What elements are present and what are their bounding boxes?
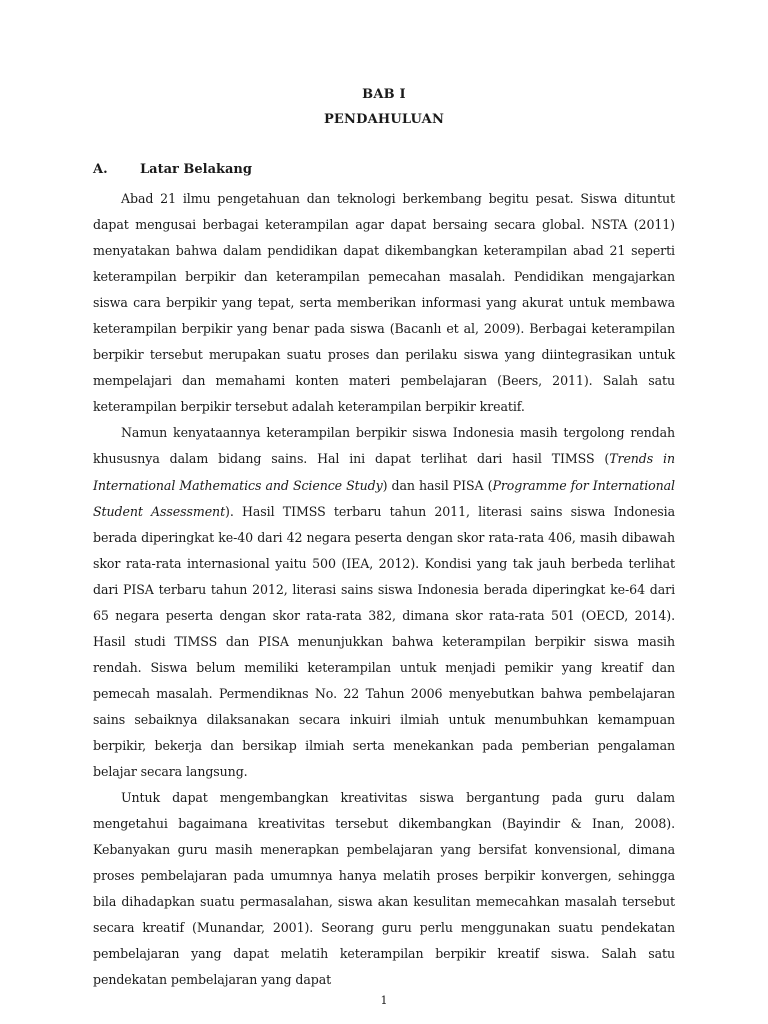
paragraph (93, 420, 675, 785)
section-heading (93, 162, 252, 177)
text-run: Untuk dapat mengembangkan kreativitas siswa bergantung pada guru dalam mengetahui bagaimana kreativitas tersebut dikembangkan (Bayindir & Inan, 2008). Kebanyakan guru masih menerapkan pembelajaran yang bersifat konvensional, dimana proses pembelajaran pada umumnya hanya melatih proses berpikir konvergen, sehingga bila dihadapkan suatu permasalahan, siswa akan kesulitan memecahkan masalah tersebut secara kreatif (Munandar, 2001). Seorang guru perlu menggunakan suatu pendekatan pembelajaran yang dapat melatih keterampilan berpikir kreatif siswa. Salah satu pendekatan pembelajaran yang dapat (93, 790, 675, 988)
text-run: Namun kenyataannya keterampilan berpikir siswa Indonesia masih tergolong rendah khususnya dalam bidang sains. Hal ini dapat terlihat dari hasil TIMSS ( (93, 425, 675, 467)
paragraph (93, 186, 675, 420)
text-run: ). Hasil TIMSS terbaru tahun 2011, literasi sains siswa Indonesia berada diperingkat ke-40 dari 42 negara peserta dengan skor rata-rata 406, masih dibawah skor rata-rata internasional yaitu 500 (IEA, 2012). Kondisi yang tak jauh berbeda terlihat dari PISA terbaru tahun 2012, literasi sains siswa Indonesia berada diperingkat ke-64 dari 65 negara peserta dengan skor rata-rata 382, dimana skor rata-rata 501 (OECD, 2014). Hasil studi TIMSS dan PISA menunjukkan bahwa keterampilan berpikir siswa masih rendah. Siswa belum memiliki keterampilan untuk menjadi pemikir yang kreatif dan pemecah masalah. Permendiknas No. 22 Tahun 2006 menyebutkan bahwa pembelajaran sains sebaiknya dilaksanakan secara inkuiri ilmiah untuk menumbuhkan kemampuan berpikir, bekerja dan bersikap ilmiah serta menekankan pada pemberian pengalaman belajar secara langsung. (93, 503, 675, 780)
paragraph (93, 785, 675, 993)
text-run: Abad 21 ilmu pengetahuan dan teknologi berkembang begitu pesat. Siswa dituntut dapat mengusai berbagai keterampilan agar dapat bersaing secara global. NSTA (2011) menyatakan bahwa dalam pendidikan dapat dikembangkan keterampilan abad 21 seperti keterampilan berpikir dan keterampilan pemecahan masalah. Pendidikan mengajarkan siswa cara berpikir yang tepat, serta memberikan informasi yang akurat untuk membawa keterampilan berpikir yang benar pada siswa (Bacanlı et al, 2009). Berbagai keterampilan berpikir tersebut merupakan suatu proses dan perilaku siswa yang diintegrasikan untuk mempelajari dan memahami konten materi pembelajaran (Beers, 2011). Salah satu keterampilan berpikir tersebut adalah keterampilan berpikir kreatif. (93, 191, 675, 415)
text-run: ) dan hasil PISA ( (382, 477, 493, 493)
italic-text: Programme for International Student Assessment (93, 477, 675, 519)
section-title: Latar Belakang (140, 162, 252, 177)
page-number: 1 (380, 994, 388, 1007)
chapter-title: PENDAHULUAN (323, 112, 445, 127)
chapter-number: BAB I (362, 87, 406, 102)
body-text (93, 186, 675, 993)
italic-text: Trends in International Mathematics and Science Study (93, 451, 675, 493)
section-number: A. (93, 162, 108, 177)
